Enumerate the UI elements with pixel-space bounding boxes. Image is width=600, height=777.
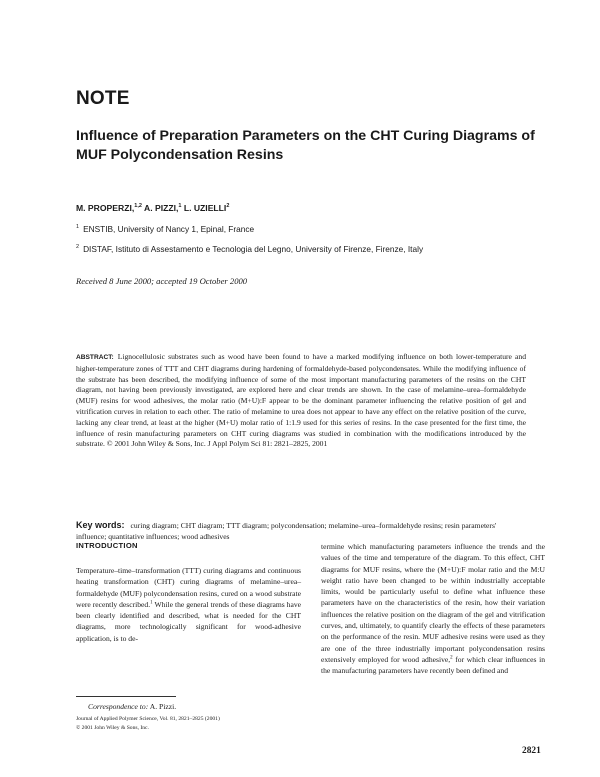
citation-marker: 2 <box>450 655 453 661</box>
abstract <box>76 352 526 450</box>
correspondence-note <box>88 702 176 711</box>
article-title: Influence of Preparation Parameters on the CHT Curing Diagrams of MUF Polycondensation Resins <box>76 128 535 163</box>
abstract-label: ABSTRACT: <box>76 354 114 361</box>
journal-citation: Journal of Applied Polymer Science, Vol. 81, 2821–2825 (2001) <box>76 716 220 722</box>
paragraph-text: While the general trends of these diagrams have been clearly identified and described, what is needed for the CHT diagrams, more technologically significant for wood-adhesive application, is to de- <box>76 599 301 643</box>
paragraph-text: for which clear influences in the manufacturing parameters have recently been defined and <box>321 654 545 676</box>
received-dates: Received 8 June 2000; accepted 19 October 2000 <box>76 276 248 286</box>
author-name: L. UZIELLI <box>183 203 227 213</box>
keywords-text: curing diagram; CHT diagram; TTT diagram; polycondensation; melamine–urea–formaldehyde resins; resin parameters' influence; quantitative influences; wood adhesives <box>76 521 497 541</box>
body-column-right <box>321 541 545 677</box>
correspondence-name: A. Pizzi. <box>149 702 177 711</box>
author-name: A. PIZZI, <box>144 203 179 213</box>
affiliation-marker: 2 <box>76 244 80 251</box>
paragraph-text: termine which manufacturing parameters influence the trends and the values of the time and temperature of the diagram. To this effect, CHT diagrams for MUF resins, where the (M+U):F molar ratio and the M:U weight ratio have been changed to be within industrially acceptable limits, would be particularly useful to define what influence these parameters have on the characteristics of the resin, how their variation influences the relative position on the diagram of the gel and vitrification curves, and, ultimately, to quantify clearly the effects of these parameters on the performance of the resin. MUF adhesive resins were used as they are one of the three industrially important polycondensation resins extensively employed for wood adhesive, <box>321 542 545 664</box>
abstract-text: Lignocellulosic substrates such as wood have been found to have a marked modifying influence on both lower-temperature and higher-temperature zones of TTT and CHT diagrams during hardening of formaldehyde-based polycondensates. While the modifying influence of the substrate has been described, the modifying influence of some of the most important manufacturing parameters of the resins on the CHT diagram, not having been previously investigated, are explored here and clear trends are shown. In the case of melamine–urea–formaldehyde (MUF) resins for wood adhesives, the molar ratio (M+U):F appear to be the dominant parameter influencing the relative position of gel and vitrification curves in relation to each other. The ratio of melamine to urea does not appear to have any effect on the relative position of the curve, lacking any clear trend, at least at the higher (M+U) molar ratio of 1:1.9 used for this series of resins. In the case presented for the first time, the influence of resin manufacturing parameters on CHT curing diagrams was studied in combination with the modifications introduced by the substrate. © 2001 John Wiley & Sons, Inc. J Appl Polym Sci 81: 2821–2825, 2001 <box>76 352 526 449</box>
affiliation-text: DISTAF, Istituto di Assestamento e Tecnologia del Legno, University of Firenze, Firenze, Italy <box>83 244 424 254</box>
paragraph-text: Temperature–time–transformation (TTT) curing diagrams and continuous heating transformation (CHT) curing diagrams of melamine–urea–formaldehyde (MUF) polycondensation resins, cured on a wood substrate were recently described. <box>76 566 301 609</box>
copyright-line: © 2001 John Wiley & Sons, Inc. <box>76 725 149 731</box>
citation-marker: 1 <box>150 600 153 606</box>
author-list <box>76 203 229 213</box>
author-name: M. PROPERZI, <box>76 203 135 213</box>
correspondence-label: Correspondence to: <box>88 702 149 711</box>
affiliation-text: ENSTIB, University of Nancy 1, Epinal, France <box>83 224 255 234</box>
footnote-divider <box>76 696 176 697</box>
affiliation <box>76 224 254 234</box>
author-affiliation-marker: 1,2 <box>134 203 142 210</box>
affiliation-marker: 1 <box>76 224 80 231</box>
keywords-label: Key words: <box>76 520 125 530</box>
keywords <box>76 520 526 543</box>
note-label: NOTE <box>76 88 130 109</box>
author-affiliation-marker: 1 <box>178 203 182 210</box>
body-column-left <box>76 565 301 644</box>
section-heading: INTRODUCTION <box>76 541 138 550</box>
affiliation <box>76 244 423 254</box>
page-number: 2821 <box>522 746 541 756</box>
author-affiliation-marker: 2 <box>226 203 230 210</box>
